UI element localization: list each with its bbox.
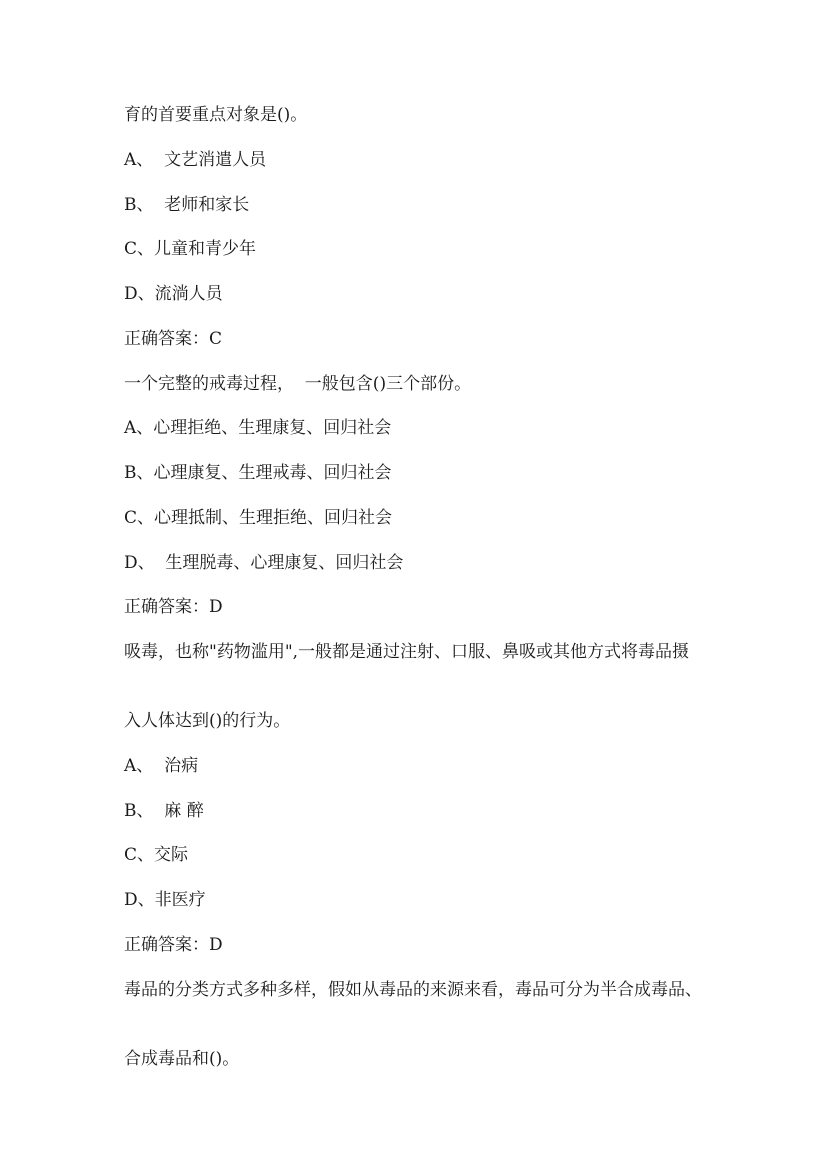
question-text: 毒品的分类方式多种多样，假如从毒品的来源来看，毒品可分为半合成毒品、 xyxy=(124,980,702,1000)
answer-line: 正确答案：C xyxy=(124,329,223,349)
option-c: C、交际 xyxy=(124,845,189,865)
option-d: D、非医疗 xyxy=(124,890,206,910)
question-text: 育的首要重点对象是()。 xyxy=(124,105,308,125)
answer-line: 正确答案：D xyxy=(124,935,223,955)
option-d: D、 生理脱毒、心理康复、回归社会 xyxy=(124,553,404,573)
option-d: D、流淌人员 xyxy=(124,284,223,304)
option-a: A、 治病 xyxy=(124,756,199,776)
question-text-continued: 入人体达到()的行为。 xyxy=(124,711,291,731)
option-b: B、 麻 醉 xyxy=(124,801,204,821)
question-text: 一个完整的戒毒过程， 一般包含()三个部份。 xyxy=(124,374,472,394)
option-a: A、 文艺消遣人员 xyxy=(124,150,267,170)
option-c: C、儿童和青少年 xyxy=(124,239,257,259)
question-text: 吸毒，也称"药物滥用",一般都是通过注射、口服、鼻吸或其他方式将毒品摄 xyxy=(124,642,690,662)
option-b: B、 老师和家长 xyxy=(124,195,250,215)
answer-line: 正确答案：D xyxy=(124,597,223,617)
option-a: A、心理拒绝、生理康复、回归社会 xyxy=(124,418,392,438)
question-text-continued: 合成毒品和()。 xyxy=(124,1049,240,1069)
option-c: C、心理抵制、生理拒绝、回归社会 xyxy=(124,508,393,528)
option-b: B、心理康复、生理戒毒、回归社会 xyxy=(124,463,392,483)
